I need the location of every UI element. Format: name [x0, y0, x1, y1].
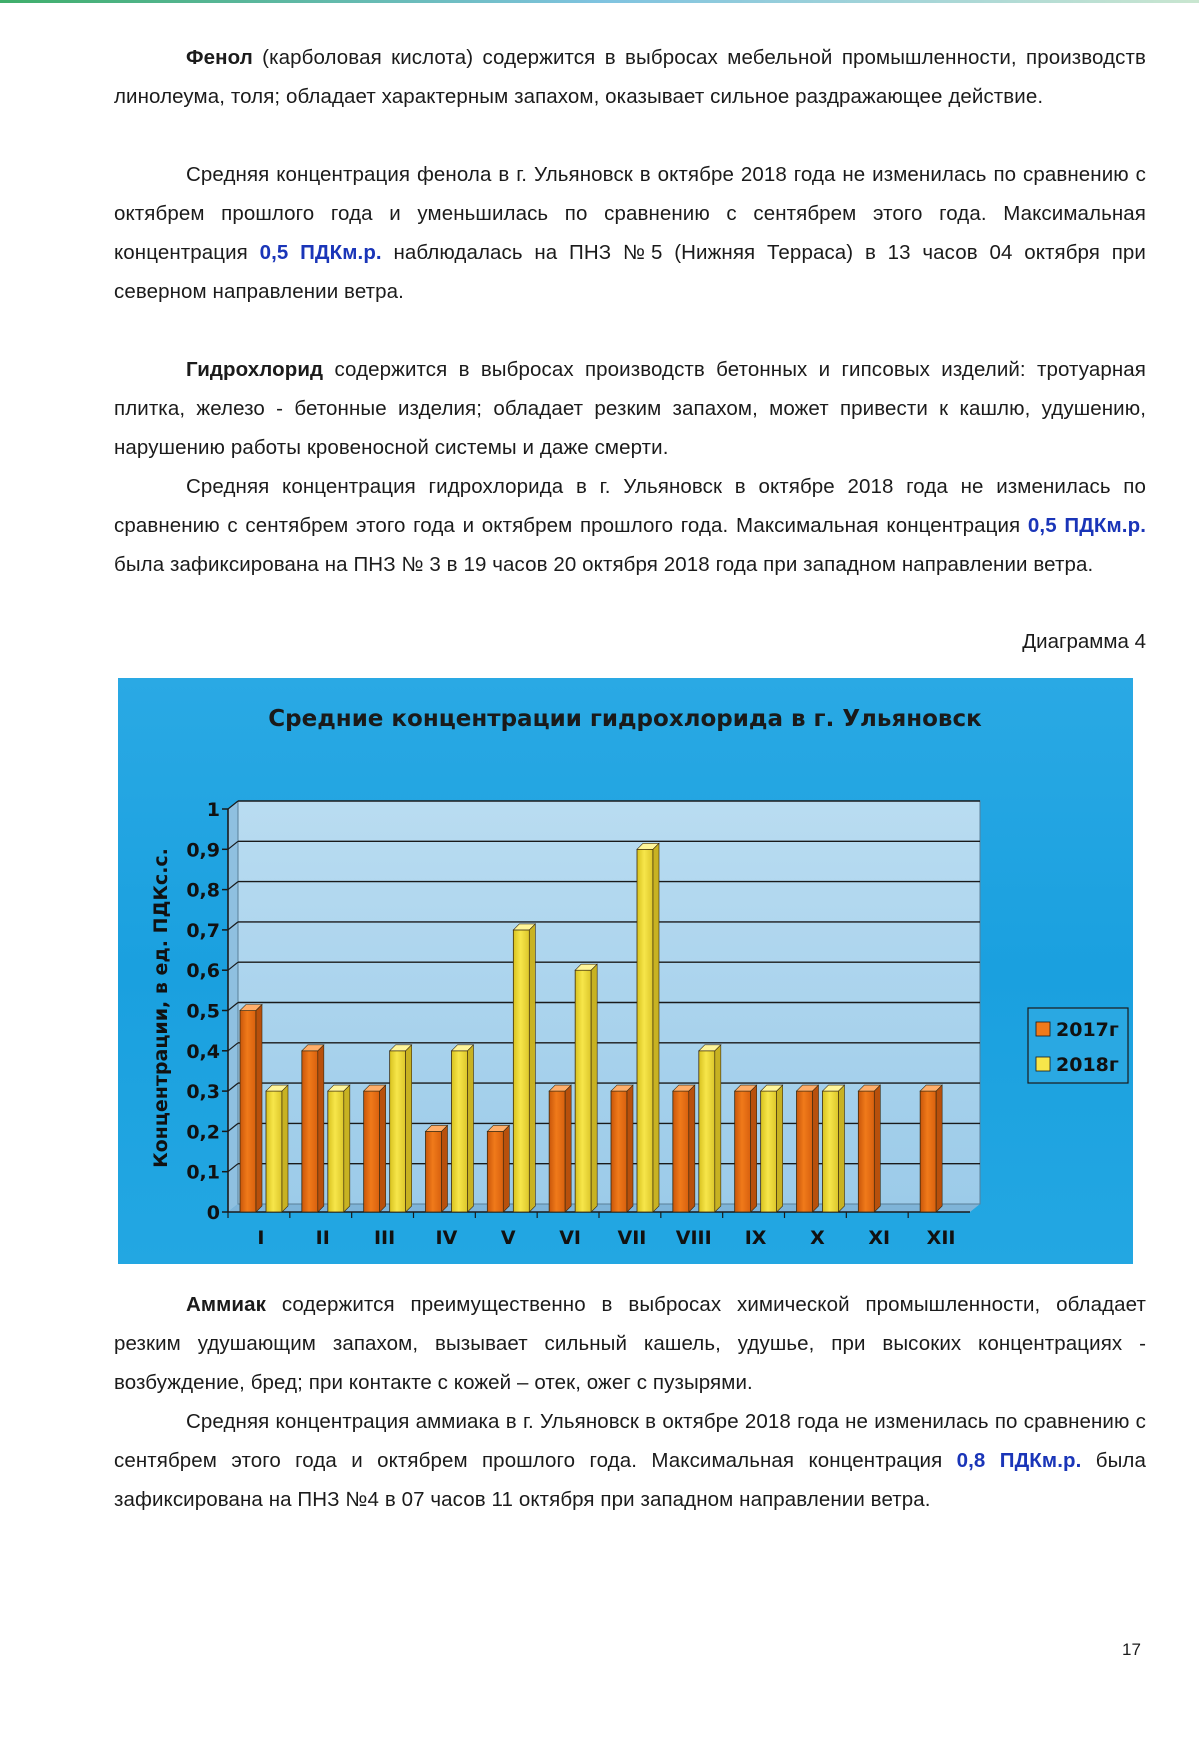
bar-2017 — [797, 1091, 813, 1212]
bar-2017 — [549, 1091, 565, 1212]
x-tick-label: VII — [617, 1227, 647, 1249]
hcl-bar-chart — [118, 678, 1133, 1264]
bar-2018 — [513, 930, 529, 1212]
bar-2017 — [858, 1091, 874, 1212]
page-number: 17 — [1122, 1640, 1141, 1659]
phenol-max-value: 0,5 ПДКм.р. — [259, 241, 382, 264]
paragraph-hcl-description — [114, 350, 1146, 467]
y-tick-label: 0,7 — [186, 919, 220, 942]
bar-2017-side — [318, 1045, 324, 1212]
ammonia-max-value: 0,8 ПДКм.р. — [956, 1449, 1082, 1472]
hcl-concentration-text-end: была зафиксирована на ПНЗ № 3 в 19 часов 20 октября 2018 года при западном направлении ветра. — [114, 553, 1094, 576]
bar-2017-side — [565, 1085, 571, 1212]
y-tick-label: 0,8 — [186, 879, 220, 902]
bar-2017-side — [380, 1085, 386, 1212]
bar-2017-side — [874, 1085, 880, 1212]
bar-2018-side — [653, 843, 659, 1212]
y-tick-label: 0 — [206, 1202, 220, 1224]
paragraph-ammonia-description — [114, 1285, 1146, 1402]
bar-2017 — [302, 1051, 318, 1212]
ammonia-concentration-text-end: была зафиксирована на ПНЗ №4 в 07 часов 11 октября при западном направлении ветра. — [114, 1449, 1146, 1511]
term-ammonia: Аммиак — [186, 1293, 266, 1316]
bar-2018 — [761, 1091, 777, 1212]
paragraph-hcl-concentration — [114, 467, 1146, 584]
bar-2018-side — [529, 924, 535, 1212]
bar-2018 — [390, 1051, 406, 1212]
term-phenol: Фенол — [186, 46, 253, 69]
y-tick-label: 0,3 — [186, 1081, 220, 1104]
bar-2018 — [699, 1051, 715, 1212]
x-tick-label: VIII — [675, 1227, 712, 1249]
bar-2018 — [575, 970, 591, 1212]
legend-swatch-2018 — [1036, 1057, 1050, 1071]
bar-2017 — [673, 1091, 689, 1212]
paragraph-phenol-concentration — [114, 155, 1146, 311]
y-tick-label: 0,6 — [186, 960, 220, 983]
bar-2017 — [735, 1091, 751, 1212]
bar-2018-side — [406, 1045, 412, 1212]
hcl-concentration-text: Средняя концентрация гидрохлорида в г. Ульяновск в октябре 2018 года не изменилась по сравнению с сентябрем этого года и октябрем прошлого года. Максимальная концентрация — [114, 475, 1146, 537]
bar-2018-side — [344, 1085, 350, 1212]
bar-2017-side — [751, 1085, 757, 1212]
bar-2017-side — [627, 1085, 633, 1212]
bar-2018-side — [715, 1045, 721, 1212]
y-tick-label: 0,9 — [186, 839, 220, 862]
y-tick-label: 0,2 — [186, 1121, 220, 1144]
chart-title: Средние концентрации гидрохлорида в г. Ульяновск — [268, 706, 982, 732]
legend-swatch-2017 — [1036, 1022, 1050, 1036]
bar-2018 — [637, 849, 653, 1212]
bar-2018 — [452, 1051, 468, 1212]
bar-2018-side — [839, 1085, 845, 1212]
paragraph-phenol-description — [114, 38, 1146, 116]
bar-2017-side — [689, 1085, 695, 1212]
bar-2017 — [426, 1131, 442, 1212]
bar-2018-side — [777, 1085, 783, 1212]
bar-2017 — [240, 1011, 256, 1213]
x-tick-label: II — [315, 1227, 330, 1249]
x-tick-label: IV — [435, 1227, 458, 1249]
bar-2018-side — [468, 1045, 474, 1212]
paragraph-ammonia-concentration — [114, 1402, 1146, 1519]
bar-2017 — [487, 1131, 503, 1212]
ammonia-description-text: содержится преимущественно в выбросах химической промышленности, обладает резким удушающим запахом, вызывает сильный кашель, удушье, при высоких концентрациях - возбуждение, бред; при контакте с кожей – отек, ожег с пузырями. — [114, 1293, 1146, 1394]
term-hydrochloride: Гидрохлорид — [186, 358, 324, 381]
bar-2018 — [823, 1091, 839, 1212]
bar-2017 — [611, 1091, 627, 1212]
x-tick-label: IX — [744, 1227, 767, 1249]
bar-2018 — [328, 1091, 344, 1212]
x-tick-label: X — [810, 1227, 825, 1249]
bar-2017 — [920, 1091, 936, 1212]
phenol-concentration-text-end: наблюдалась на ПНЗ №5 (Нижняя Терраса) в 13 часов 04 октября при северном направлении ветра. — [114, 241, 1146, 303]
x-tick-label: XI — [868, 1227, 891, 1249]
y-tick-label: 0,5 — [186, 1000, 220, 1023]
phenol-concentration-text: Средняя концентрация фенола в г. Ульяновск в октябре 2018 года не изменилась по сравнению с октябрем прошлого года и уменьшилась по сравнению с сентябрем этого года. Максимальная концентрация — [114, 163, 1146, 264]
y-axis-label: Концентрации, в ед. ПДКс.с. — [150, 848, 172, 1168]
bar-2018 — [266, 1091, 282, 1212]
bar-2018-side — [282, 1085, 288, 1212]
legend-label-2018: 2018г — [1056, 1054, 1119, 1076]
bar-2017 — [364, 1091, 380, 1212]
diagram-label: Диаграмма 4 — [1022, 630, 1146, 653]
x-tick-label: III — [373, 1227, 396, 1249]
bar-2017-side — [256, 1005, 262, 1213]
hcl-description-text: содержится в выбросах производств бетонных и гипсовых изделий: тротуарная плитка, железо - бетонные изделия; обладает резким запахом, может привести к кашлю, удушению, нарушению работы кровеносной системы и даже смерти. — [114, 358, 1146, 459]
hcl-max-value: 0,5 ПДКм.р. — [1027, 514, 1146, 537]
x-tick-label: VI — [559, 1227, 581, 1249]
x-tick-label: I — [257, 1227, 265, 1249]
chart-canvas — [118, 678, 1133, 1264]
x-tick-label: V — [500, 1227, 516, 1249]
y-tick-label: 1 — [206, 799, 220, 821]
ammonia-concentration-text: Средняя концентрация аммиака в г. Ульяновск в октябре 2018 года не изменилась по сравнению с сентябрем этого года и октябрем прошлого года. Максимальная концентрация — [114, 1410, 1146, 1472]
bar-2017-side — [442, 1125, 448, 1212]
y-tick-label: 0,1 — [186, 1161, 220, 1184]
bar-2017-side — [936, 1085, 942, 1212]
x-tick-label: XII — [926, 1227, 956, 1249]
bar-2017-side — [503, 1125, 509, 1212]
phenol-description-text: (карболовая кислота) содержится в выбросах мебельной промышленности, производств линолеума, толя; обладает характерным запахом, оказывает сильное раздражающее действие. — [114, 46, 1146, 108]
bar-2018-side — [591, 964, 597, 1212]
y-tick-label: 0,4 — [186, 1040, 220, 1063]
bar-2017-side — [813, 1085, 819, 1212]
legend-label-2017: 2017г — [1056, 1019, 1119, 1041]
